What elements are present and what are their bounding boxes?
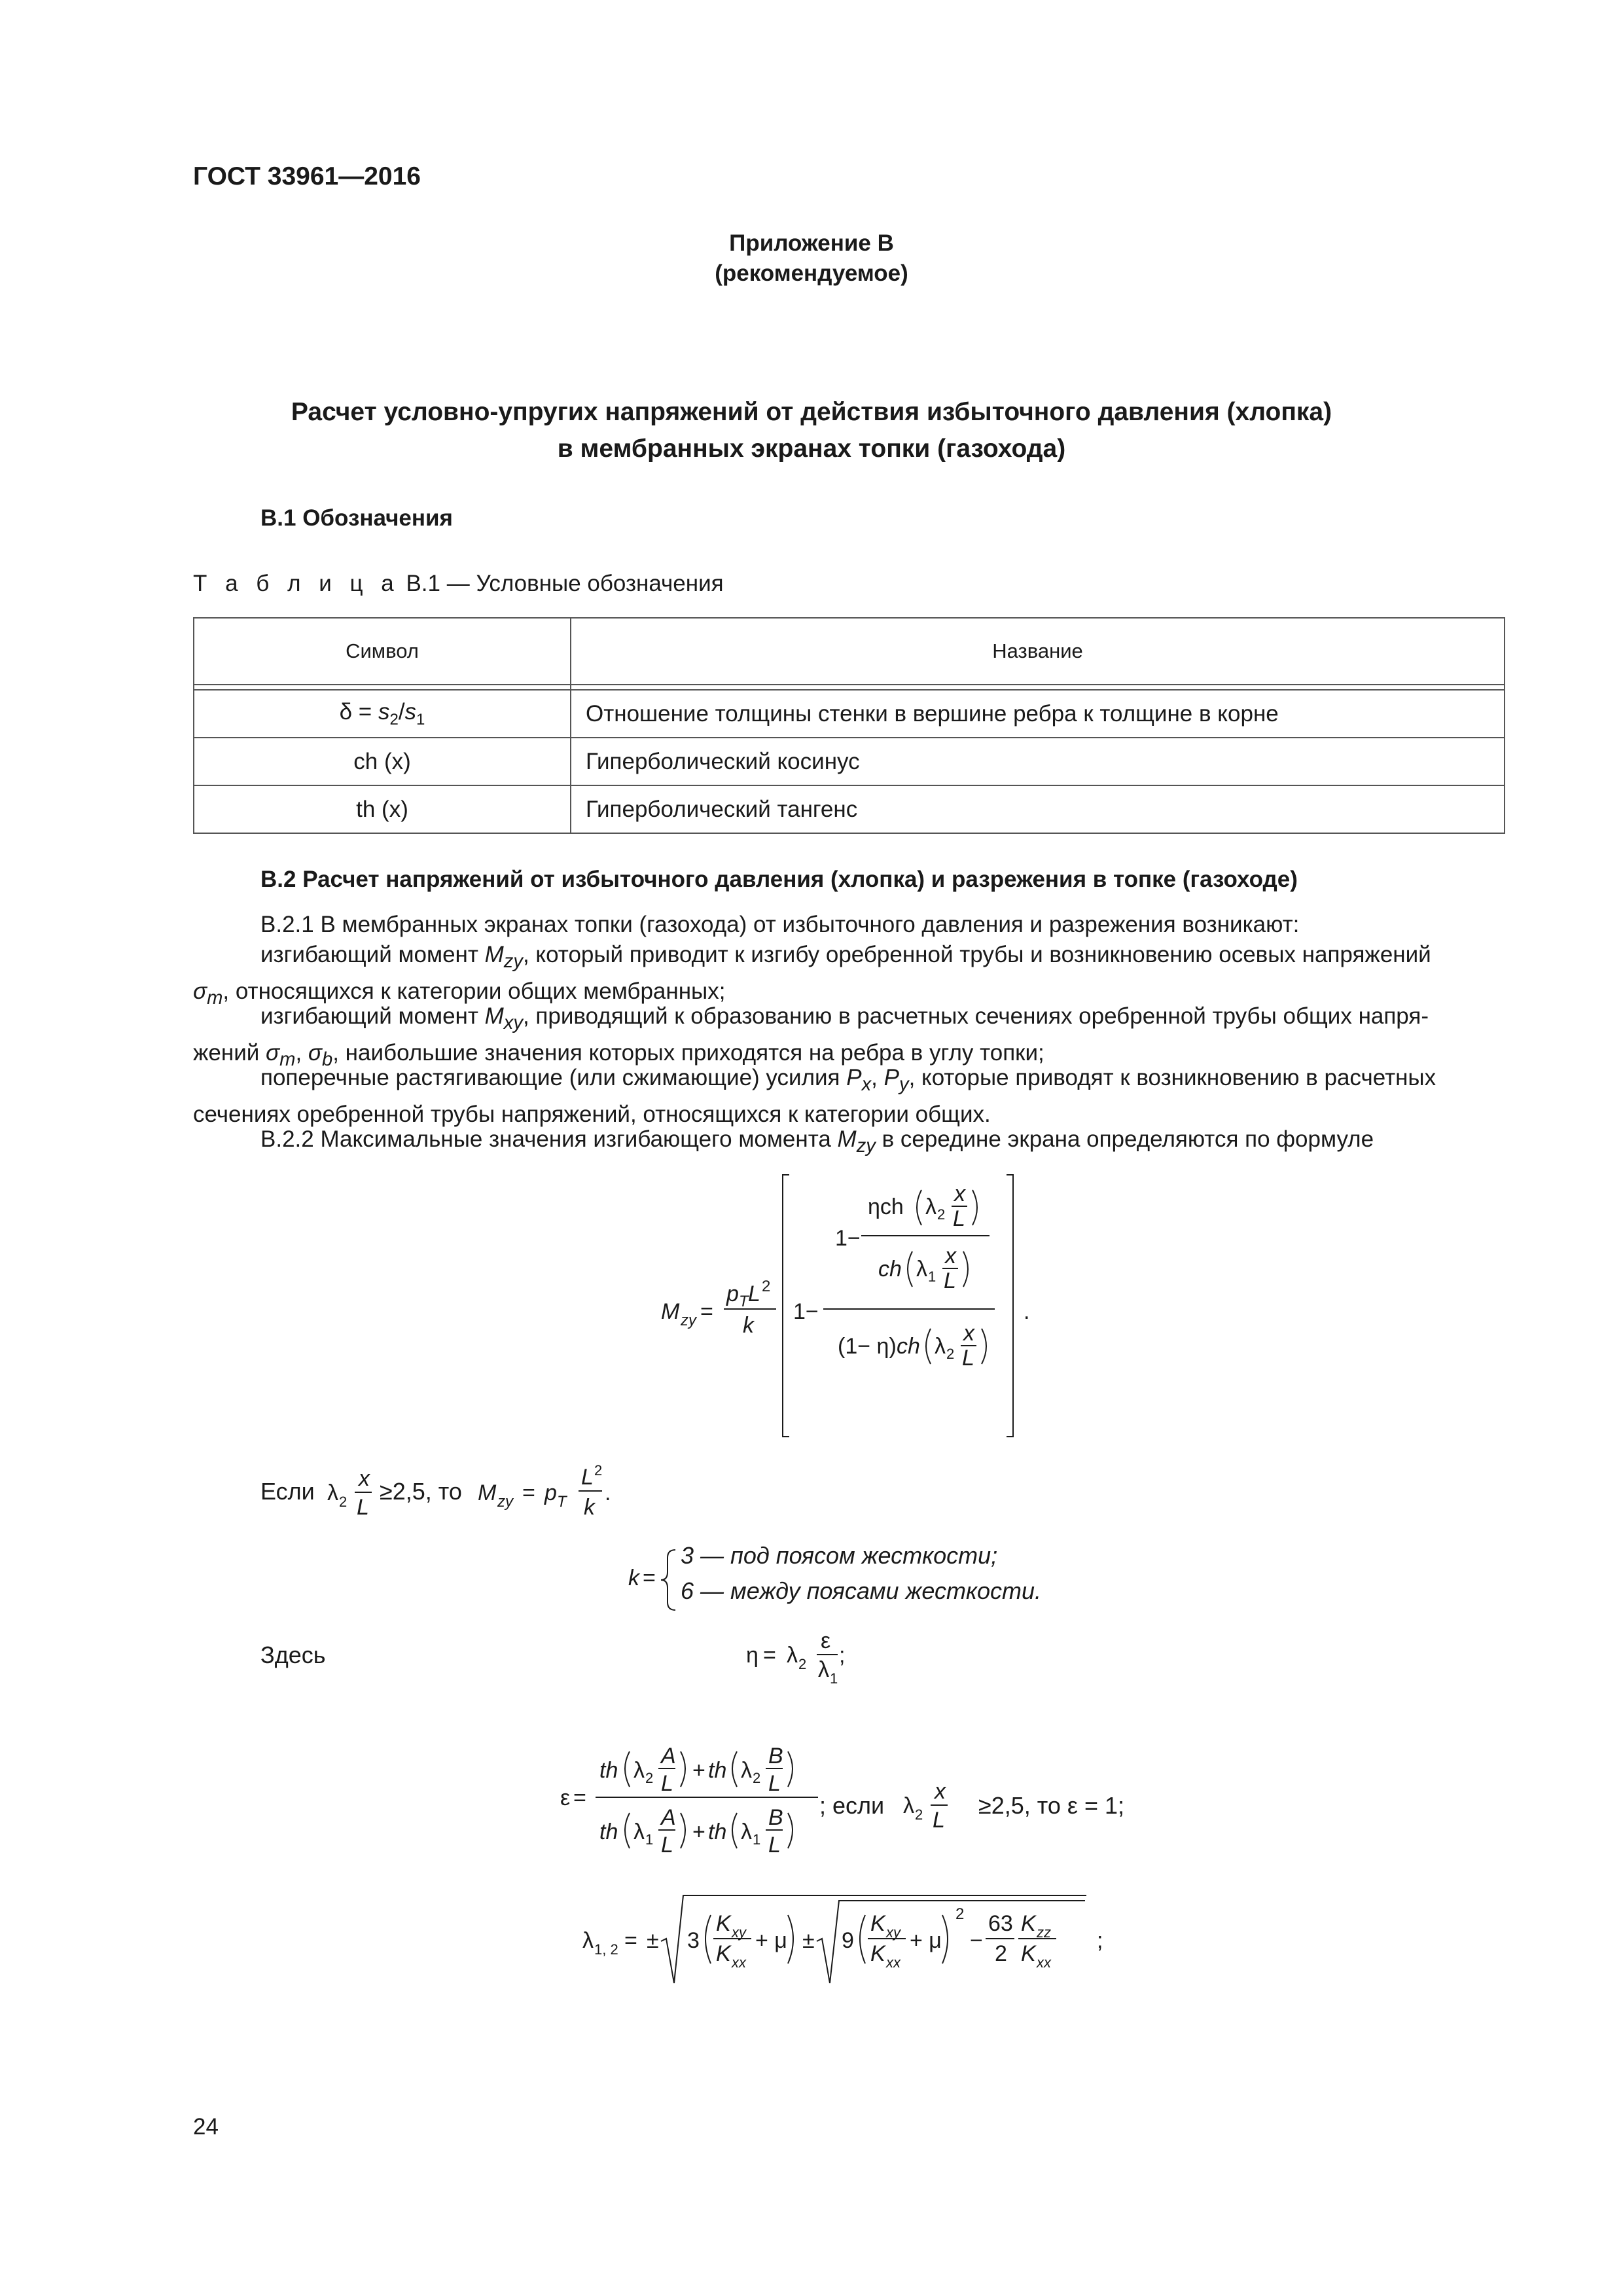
svg-text:xx: xx <box>1037 1954 1051 1971</box>
svg-text:k: k <box>628 1566 639 1590</box>
svg-text:L: L <box>661 1771 673 1796</box>
svg-text:xx: xx <box>886 1954 901 1971</box>
svg-text:x: x <box>954 1181 965 1206</box>
svg-text:th: th <box>599 1758 618 1783</box>
svg-text:ε: ε <box>821 1628 831 1653</box>
formula-mzy <box>648 1172 1054 1446</box>
svg-text:ηch: ηch <box>868 1194 904 1219</box>
svg-text:(1− η): (1− η) <box>838 1334 897 1359</box>
svg-text:λ: λ <box>741 1758 752 1783</box>
svg-text:K: K <box>1021 1941 1036 1966</box>
paragraph-b21: В.2.1 В мембранных экранах топки (газохода) от избыточного давления и разрежения возникают: <box>260 912 1300 937</box>
svg-text:ε: ε <box>560 1785 571 1810</box>
paragraph-bending-moment-xy: изгибающий момент $M_{xy}$, приводящий к образованию в расчетных сечениях оребренной трубы общих напря- жений $\sigma_m$, $\sigma_b$, наибольшие значения которых приходятся на ребра в углу топки; <box>193 1003 1429 1070</box>
formula-eps-lambda <box>897 1767 962 1839</box>
table-header-row <box>194 618 1505 685</box>
svg-text:2: 2 <box>753 1770 761 1786</box>
svg-text:M: M <box>478 1480 497 1505</box>
table-row <box>194 690 1505 738</box>
svg-text:=: = <box>763 1643 776 1668</box>
svg-text:63: 63 <box>988 1911 1013 1936</box>
svg-text:L: L <box>357 1495 369 1520</box>
paragraph-b22: В.2.2 Максимальные значения изгибающего момента $M_{zy}$ в середине экрана определяются по формуле <box>260 1126 1374 1157</box>
svg-text:2: 2 <box>946 1346 955 1362</box>
k-case-1: 3 — под поясом жесткости; <box>681 1542 998 1569</box>
svg-text:1: 1 <box>753 1831 761 1848</box>
svg-text:x: x <box>359 1466 370 1491</box>
svg-text:zy: zy <box>497 1493 513 1511</box>
svg-text:K: K <box>716 1911 731 1936</box>
formula-epsilon <box>556 1734 818 1865</box>
svg-text:1, 2: 1, 2 <box>594 1941 618 1958</box>
svg-text:2: 2 <box>955 1905 965 1923</box>
svg-text:λ: λ <box>818 1657 829 1682</box>
svg-text:9: 9 <box>842 1928 854 1953</box>
svg-text:xx: xx <box>732 1954 746 1971</box>
svg-text:=: = <box>573 1785 586 1810</box>
svg-text:L: L <box>748 1282 760 1306</box>
svg-text:A: A <box>661 1805 676 1830</box>
eps-condition: ; если <box>819 1792 885 1819</box>
table-row <box>194 738 1505 785</box>
table-row <box>194 785 1505 833</box>
svg-text:λ: λ <box>787 1643 798 1668</box>
table-caption-text: В.1 — Условные обозначения <box>399 571 724 596</box>
svg-text:λ: λ <box>903 1793 914 1818</box>
if-word: Если <box>260 1478 315 1505</box>
appendix-status: (рекомендуемое) <box>715 260 908 286</box>
svg-text:2: 2 <box>594 1462 603 1479</box>
svg-text:xy: xy <box>732 1924 746 1941</box>
svg-text:p: p <box>726 1282 739 1306</box>
table-cell-symbol: $\delta = s_2/s_1$ <box>194 690 571 738</box>
svg-text:=: = <box>624 1928 637 1953</box>
svg-text:−: − <box>970 1928 983 1953</box>
svg-text:B: B <box>768 1805 783 1830</box>
svg-text:1−: 1− <box>835 1226 861 1251</box>
svg-text:zy: zy <box>681 1312 696 1329</box>
svg-text:L: L <box>768 1771 781 1796</box>
svg-text:2: 2 <box>762 1278 771 1295</box>
svg-text:L: L <box>661 1833 673 1857</box>
svg-text:L: L <box>962 1346 974 1371</box>
svg-text:1: 1 <box>928 1268 936 1285</box>
section-heading-b2: В.2 Расчет напряжений от избыточного давления (хлопка) и разрежения в топке (газоходе) <box>260 867 1298 892</box>
svg-text:.: . <box>1024 1299 1030 1324</box>
appendix-name: Приложение В <box>729 230 894 256</box>
svg-text:.: . <box>605 1480 611 1505</box>
svg-text:=: = <box>643 1566 656 1590</box>
svg-text:;: ; <box>1097 1928 1103 1953</box>
table-cell-name: Гиперболический тангенс <box>571 785 1505 833</box>
svg-text:K: K <box>870 1911 885 1936</box>
table-cell-symbol: ch (x) <box>194 738 571 785</box>
svg-text:T: T <box>557 1493 567 1511</box>
condition-value: ≥2,5, то <box>380 1478 462 1505</box>
formula-eta <box>740 1623 857 1695</box>
svg-text:L: L <box>953 1206 965 1231</box>
k-case-2: 6 — между поясами жесткости. <box>681 1577 1041 1604</box>
paragraph-transverse-forces: поперечные растягивающие (или сжимающие) усилия $P_x$, $P_y$, которые приводят к возникновению в расчетных сечениях оребренной трубы напряжений, относящихся к категории общих. <box>193 1065 1436 1127</box>
svg-text:±: ± <box>647 1928 659 1953</box>
svg-text:x: x <box>963 1321 974 1346</box>
svg-text:th: th <box>708 1820 727 1844</box>
table-header-name: Название <box>571 618 1505 685</box>
svg-text:ch: ch <box>897 1334 920 1359</box>
svg-text:1: 1 <box>830 1670 838 1687</box>
svg-text:λ: λ <box>327 1480 338 1505</box>
table-caption-prefix: Т а б л и ц а <box>193 571 400 596</box>
table-header-symbol: Символ <box>194 618 571 685</box>
svg-text:K: K <box>716 1941 731 1966</box>
svg-text:1−: 1− <box>793 1299 819 1324</box>
svg-text:L: L <box>581 1465 594 1490</box>
svg-text:λ: λ <box>633 1758 645 1783</box>
svg-text:th: th <box>708 1758 727 1783</box>
formula-mzy-simplified <box>471 1460 641 1532</box>
svg-text:M: M <box>661 1299 680 1324</box>
svg-text:K: K <box>870 1941 885 1966</box>
svg-text:λ: λ <box>633 1820 645 1844</box>
svg-text:B: B <box>768 1744 783 1768</box>
table-cell-name: Отношение толщины стенки в вершине ребра к толщине в корне <box>571 690 1505 738</box>
svg-text:th: th <box>599 1820 618 1844</box>
svg-text:λ: λ <box>741 1820 752 1844</box>
svg-text:2: 2 <box>915 1806 923 1823</box>
svg-text:xy: xy <box>886 1924 901 1941</box>
svg-text:x: x <box>945 1244 956 1268</box>
table-cell-name: Гиперболический косинус <box>571 738 1505 785</box>
svg-text:L: L <box>768 1833 781 1857</box>
section-heading-b1: В.1 Обозначения <box>260 505 453 531</box>
svg-text:2: 2 <box>339 1494 348 1510</box>
svg-text:2: 2 <box>798 1656 807 1672</box>
page-number: 24 <box>193 2114 219 2140</box>
svg-text:x: x <box>935 1779 946 1804</box>
formula-condition <box>260 1478 315 1505</box>
document-code: ГОСТ 33961—2016 <box>193 162 421 190</box>
table-caption <box>193 571 724 597</box>
svg-text:T: T <box>739 1293 749 1310</box>
svg-text:p: p <box>544 1480 557 1505</box>
svg-text:+ μ: + μ <box>910 1928 942 1953</box>
svg-text:+: + <box>692 1758 705 1783</box>
svg-text:1: 1 <box>645 1831 654 1848</box>
formula-lambda12 <box>576 1885 1113 1996</box>
symbols-table <box>193 617 1505 834</box>
svg-text:k: k <box>743 1313 754 1338</box>
svg-text:λ: λ <box>582 1928 594 1953</box>
paragraph-bending-moment-zy: изгибающий момент $M_{zy}$, который приводит к изгибу оребренной трубы и возникновению осевых напряжений $\sigma_m$, относящихся к категории общих мембранных; <box>193 942 1431 1009</box>
here-word: Здесь <box>260 1641 326 1668</box>
svg-text:L: L <box>944 1268 956 1293</box>
svg-text:+: + <box>692 1820 705 1844</box>
svg-text:k: k <box>584 1495 595 1520</box>
svg-text:±: ± <box>802 1928 815 1953</box>
formula-k-brace <box>628 1545 681 1617</box>
svg-text:2: 2 <box>937 1206 946 1223</box>
svg-text:λ: λ <box>935 1334 946 1359</box>
svg-text:3: 3 <box>687 1928 700 1953</box>
svg-text:zz: zz <box>1037 1924 1051 1941</box>
svg-text:A: A <box>661 1744 676 1768</box>
svg-text:K: K <box>1021 1911 1036 1936</box>
eps-result: ≥2,5, то ε = 1; <box>978 1792 1125 1819</box>
appendix-title-line2: в мембранных экранах топки (газохода) <box>557 435 1066 463</box>
appendix-title-line1: Расчет условно-упругих напряжений от действия избыточного давления (хлопка) <box>291 398 1332 426</box>
svg-text:λ: λ <box>916 1257 927 1282</box>
svg-text:L: L <box>933 1808 945 1833</box>
svg-text:η: η <box>746 1643 758 1668</box>
svg-text:λ: λ <box>925 1194 936 1219</box>
svg-text:2: 2 <box>995 1941 1007 1966</box>
svg-text:;: ; <box>839 1643 846 1668</box>
svg-text:=: = <box>700 1299 713 1324</box>
svg-text:+ μ: + μ <box>755 1928 787 1953</box>
svg-text:=: = <box>522 1480 535 1505</box>
svg-text:ch: ch <box>878 1257 902 1282</box>
table-cell-symbol: th (x) <box>194 785 571 833</box>
svg-text:2: 2 <box>645 1770 654 1786</box>
